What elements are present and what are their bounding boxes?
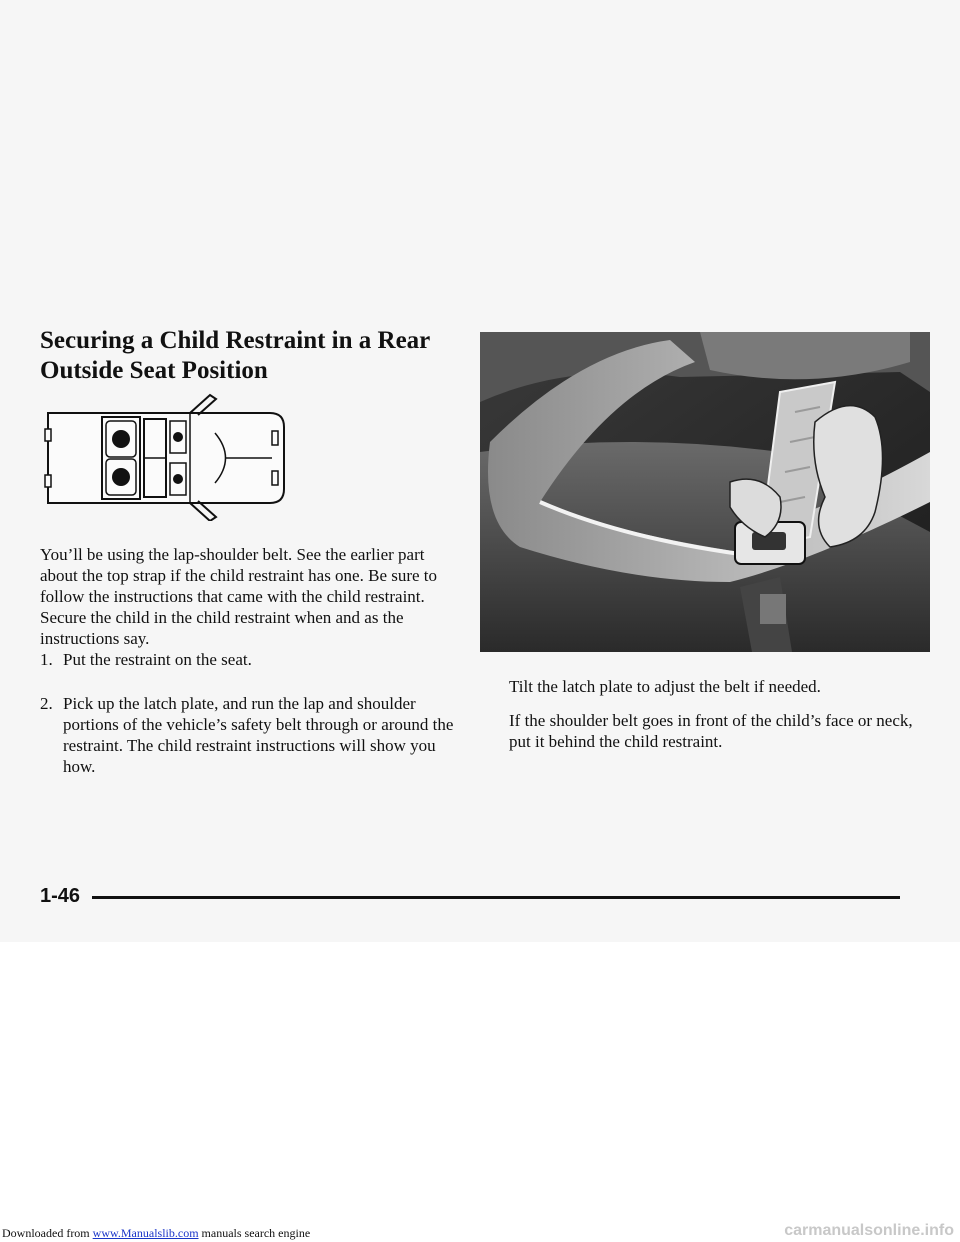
step-1 xyxy=(40,649,458,670)
step-1-number: 1. xyxy=(40,650,53,669)
manualslib-link[interactable]: www.Manualslib.com xyxy=(92,1226,199,1240)
right-paragraph-1: Tilt the latch plate to adjust the belt if needed. xyxy=(509,677,821,696)
page-number: 1-46 xyxy=(40,885,81,907)
latch-plate-illustration xyxy=(480,332,930,652)
section-heading-line-1: Securing a Child Restraint in a Rear xyxy=(40,327,431,354)
download-suffix: manuals search engine xyxy=(198,1226,311,1240)
download-footer xyxy=(0,1224,960,1242)
right-paragraph-2: If the shoulder belt goes in front of the child’s face or neck, put it behind the child restraint. xyxy=(509,711,913,751)
download-prefix: Downloaded from xyxy=(2,1226,93,1240)
vehicle-seat-diagram xyxy=(40,393,300,521)
step-2-number: 2. xyxy=(40,694,53,713)
step-2-text: Pick up the latch plate, and run the lap and shoulder portions of the vehicle’s safety belt through or around the restraint. The child restraint instructions will show you how. xyxy=(63,694,454,776)
footer-rule xyxy=(92,896,900,899)
section-heading-line-2: Outside Seat Position xyxy=(40,357,268,384)
step-1-text: Put the restraint on the seat. xyxy=(63,650,252,669)
step-2 xyxy=(40,693,458,777)
section-heading xyxy=(40,326,460,386)
download-notice xyxy=(2,1224,310,1242)
intro-paragraph: You’ll be using the lap-shoulder belt. See the earlier part about the top strap if the child restraint has one. Be sure to follow the instructions that came with the child restraint. Secure the child in the child restraint when and as the instructions say. xyxy=(40,545,438,648)
watermark-text: carmanualsonline.info xyxy=(784,1222,954,1239)
